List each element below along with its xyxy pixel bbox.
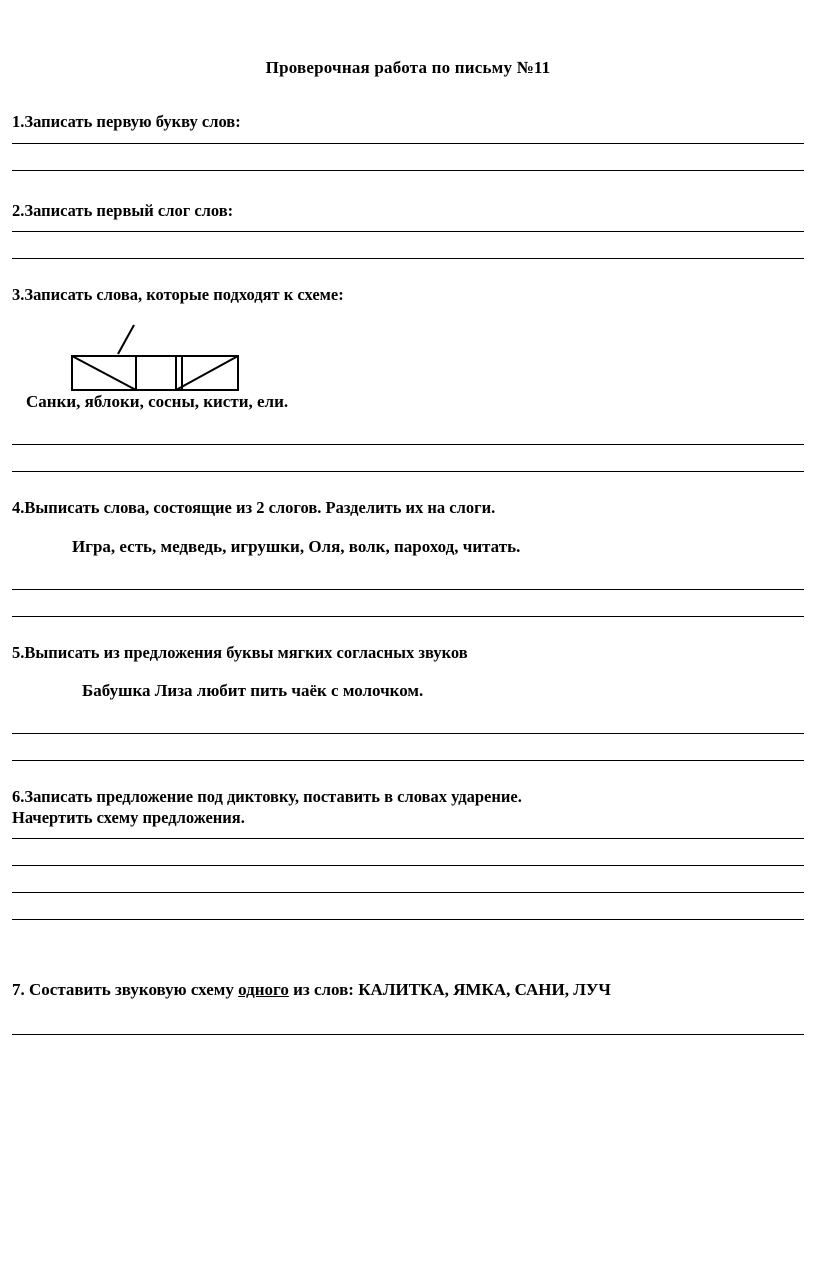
task-6-answer-lines[interactable] xyxy=(12,838,804,920)
task-5-sentence: Бабушка Лиза любит пить чаёк с молочком. xyxy=(82,681,424,701)
task-2-answer-lines[interactable] xyxy=(12,231,804,259)
task-7-text-underlined: одного xyxy=(238,980,289,1000)
task-4-words: Игра, есть, медведь, игрушки, Оля, волк, пароход, читать. xyxy=(72,536,521,556)
task-7-text-after: из слов: КАЛИТКА, ЯМКА, САНИ, ЛУЧ xyxy=(288,980,611,1000)
task-2-label: 2.Записать первый слог слов: xyxy=(12,200,234,220)
task-3-words: Санки, яблоки, сосны, кисти, ели. xyxy=(26,391,289,411)
task-6-label: 6.Записать предложение под диктовку, поставить в словах ударение. xyxy=(12,787,522,807)
task-4-label: 4.Выписать слова, состоящие из 2 слогов. Разделить их на слоги. xyxy=(12,497,496,517)
task-3-label: 3.Записать слова, которые подходят к схеме: xyxy=(12,285,344,305)
task-3-answer-lines[interactable] xyxy=(12,444,804,472)
task-5-label: 5.Выписать из предложения буквы мягких согласных звуков xyxy=(12,642,468,662)
task-6-label-second: Начертить схему предложения. xyxy=(12,807,245,827)
syllable-stress-scheme xyxy=(64,320,804,392)
task-7-text-before: 7. Составить звуковую схему xyxy=(12,980,239,1000)
task-7-label xyxy=(12,980,804,1000)
page-title: Проверочная работа по письму №11 xyxy=(265,58,551,77)
task-5-answer-lines[interactable] xyxy=(12,733,804,761)
task-1-answer-lines[interactable] xyxy=(12,143,804,171)
scheme-diagram xyxy=(64,320,304,398)
worksheet-page xyxy=(0,58,816,1284)
task-1-label: 1.Записать первую букву слов: xyxy=(12,112,241,131)
task-4-answer-lines[interactable] xyxy=(12,589,804,617)
answer-line[interactable] xyxy=(12,1034,804,1035)
